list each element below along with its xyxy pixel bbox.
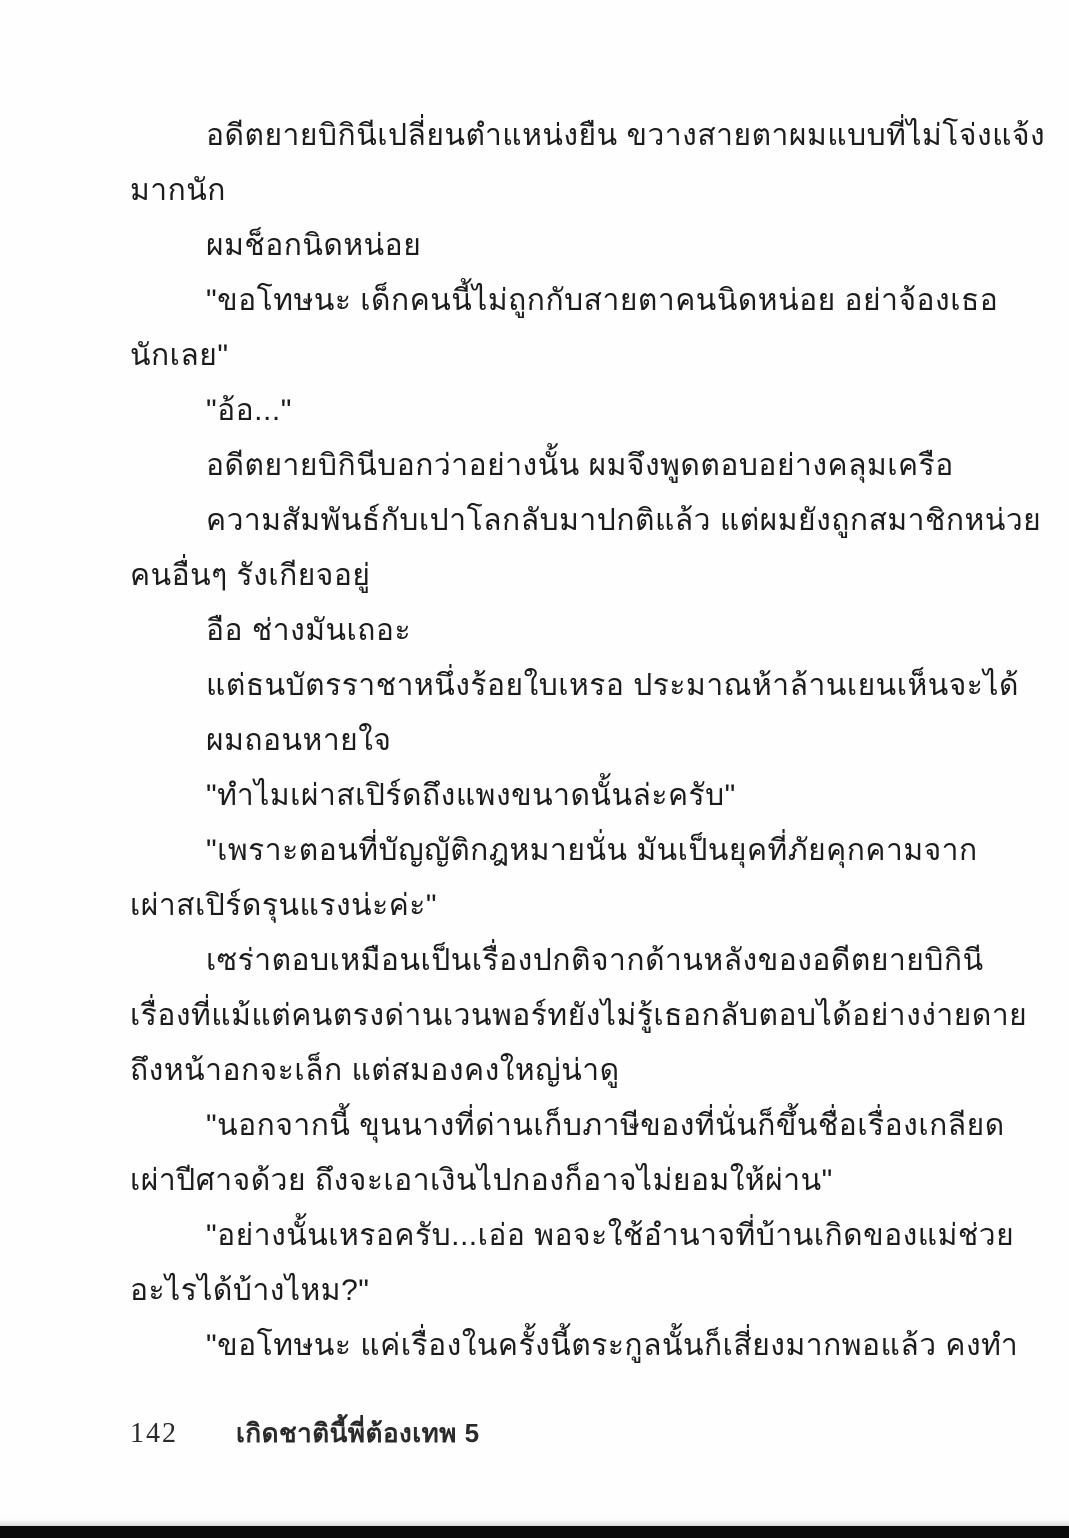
text-line: ความสัมพันธ์กับเปาโลกลับมาปกติแล้ว แต่ผมยังถูกสมาชิกหน่วย: [206, 504, 1042, 537]
text-line: "เพราะตอนที่บัญญัติกฎหมายนั่น มันเป็นยุคที่ภัยคุกคามจาก: [206, 834, 978, 867]
text-line: "ขอโทษนะ เด็กคนนี้ไม่ถูกกับสายตาคนนิดหน่อย อย่าจ้องเธอ: [206, 284, 999, 317]
text-line: ผมช็อกนิดหน่อย: [206, 229, 422, 262]
scan-edge-bar: [0, 1526, 1069, 1538]
text-line: เผ่าปีศาจด้วย ถึงจะเอาเงินไปกองก็อาจไม่ยอมให้ผ่าน": [130, 1164, 833, 1197]
text-line: อะไรได้บ้างไหม?": [130, 1274, 370, 1307]
text-line: "ขอโทษนะ แค่เรื่องในครั้งนี้ตระกูลนั้นก็เสี่ยงมากพอแล้ว คงทำ: [206, 1329, 1019, 1362]
book-title: เกิดชาตินี้พี่ต้องเทพ 5: [236, 1418, 480, 1448]
text-line: "อ้อ...": [206, 394, 292, 427]
scan-shadow: [0, 1519, 1069, 1526]
text-line: อดีตยายบิกินีเปลี่ยนตำแหน่งยืน ขวางสายตาผมแบบที่ไม่โจ่งแจ้ง: [206, 119, 1046, 152]
text-line: อดีตยายบิกินีบอกว่าอย่างนั้น ผมจึงพูดตอบอย่างคลุมเครือ: [206, 449, 954, 482]
text-line: "อย่างนั้นเหรอครับ...เอ่อ พอจะใช้อำนาจที่บ้านเกิดของแม่ช่วย: [206, 1219, 1015, 1252]
text-line: อือ ช่างมันเถอะ: [206, 614, 412, 647]
page-footer: [130, 1413, 480, 1454]
body-text: [130, 108, 1046, 1373]
text-line: "ทำไมเผ่าสเปิร์ดถึงแพงขนาดนั้นล่ะครับ": [206, 779, 736, 812]
text-line: เรื่องที่แม้แต่คนตรงด่านเวนพอร์ทยังไม่รู้เธอกลับตอบได้อย่างง่ายดาย: [130, 999, 1028, 1032]
page-number: 142: [130, 1418, 178, 1449]
text-line: ถึงหน้าอกจะเล็ก แต่สมองคงใหญ่น่าดู: [130, 1054, 620, 1087]
text-line: ผมถอนหายใจ: [206, 724, 392, 757]
text-line: คนอื่นๆ รังเกียจอยู่: [130, 559, 371, 592]
text-line: แต่ธนบัตรราชาหนึ่งร้อยใบเหรอ ประมาณห้าล้านเยนเห็นจะได้: [206, 669, 1019, 702]
text-line: เผ่าสเปิร์ดรุนแรงน่ะค่ะ": [130, 889, 438, 922]
text-line: นักเลย": [130, 339, 229, 372]
text-line: มากนัก: [130, 174, 226, 207]
text-line: "นอกจากนี้ ขุนนางที่ด่านเก็บภาษีของที่นั่นก็ขึ้นชื่อเรื่องเกลียด: [206, 1109, 1005, 1142]
text-line: เซร่าตอบเหมือนเป็นเรื่องปกติจากด้านหลังของอดีตยายบิกินี: [206, 944, 984, 977]
